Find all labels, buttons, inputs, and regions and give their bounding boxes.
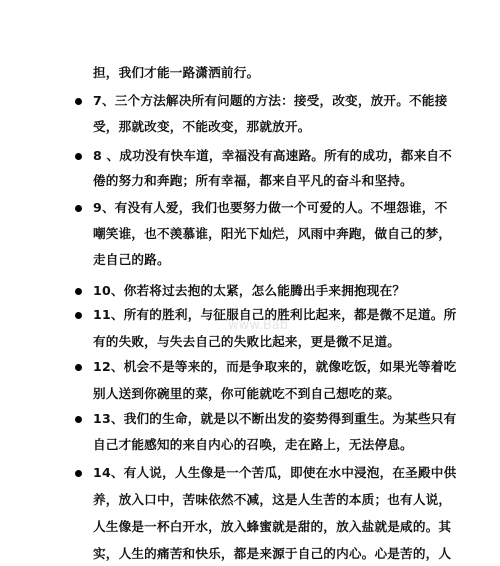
bullet-icon	[75, 364, 82, 371]
quote-line: 倦的努力和奔跑；所有幸福，都来自平凡的奋斗和坚持。	[93, 173, 413, 188]
watermark: www.Bab	[228, 318, 288, 333]
quote-line: 12、机会不是等来的，而是争取来的，就像吃饭，如果光等着吃	[93, 359, 457, 374]
bullet-icon	[75, 288, 82, 295]
bullet-icon	[75, 312, 82, 319]
bullet-icon	[75, 470, 82, 477]
quote-line: 14、有人说，人生像是一个苦瓜，即使在水中浸泡，在圣殿中供	[93, 465, 457, 480]
quote-line: 10、你若将过去抱的太紧，怎么能腾出手来拥抱现在？	[93, 283, 406, 298]
bullet-icon	[75, 416, 82, 423]
quote-line: 有的失败，与失去自己的失败比起来，更是微不足道。	[93, 334, 401, 349]
quote-line: 7、三个方法解决所有问题的方法：接受，改变，放开。不能接	[93, 93, 448, 108]
quote-line: 13、我们的生命，就是以不断出发的姿势得到重生。为某些只有	[93, 411, 457, 426]
quote-line: 人生像是一杯白开水，放入蜂蜜就是甜的，放入盐就是咸的。其	[93, 519, 452, 534]
quote-line: 嘲笑谁，也不羡慕谁，阳光下灿烂，风雨中奔跑，做自己的梦，	[93, 226, 452, 241]
continuation-line: 担，我们才能一路潇洒前行。	[93, 65, 260, 80]
quote-line: 8 、成功没有快车道，幸福没有高速路。所有的成功，都来自不	[93, 148, 452, 163]
bullet-icon	[75, 98, 82, 105]
quote-line: 自己才能感知的来自内心的召唤，走在路上，无法停息。	[93, 437, 413, 452]
quote-line: 走自己的路。	[93, 252, 170, 267]
quote-line: 别人送到你碗里的菜，你可能就吃不到自己想吃的菜。	[93, 386, 401, 401]
quote-line: 受，那就改变，不能改变，那就放开。	[93, 119, 311, 134]
quote-line: 养，放入口中，苦味依然不减，这是人生苦的本质；也有人说，	[93, 492, 452, 507]
quote-line: 9、有没有人爱，我们也要努力做一个可爱的人。不埋怨谁，不	[93, 200, 448, 215]
bullet-icon	[75, 205, 82, 212]
quote-line: 实，人生的痛苦和快乐，都是来源于自己的内心。心是苦的，人	[93, 546, 452, 561]
bullet-icon	[75, 153, 82, 160]
quote-line: 11、所有的胜利，与征服自己的胜利比起来，都是微不足道。所	[93, 307, 457, 322]
